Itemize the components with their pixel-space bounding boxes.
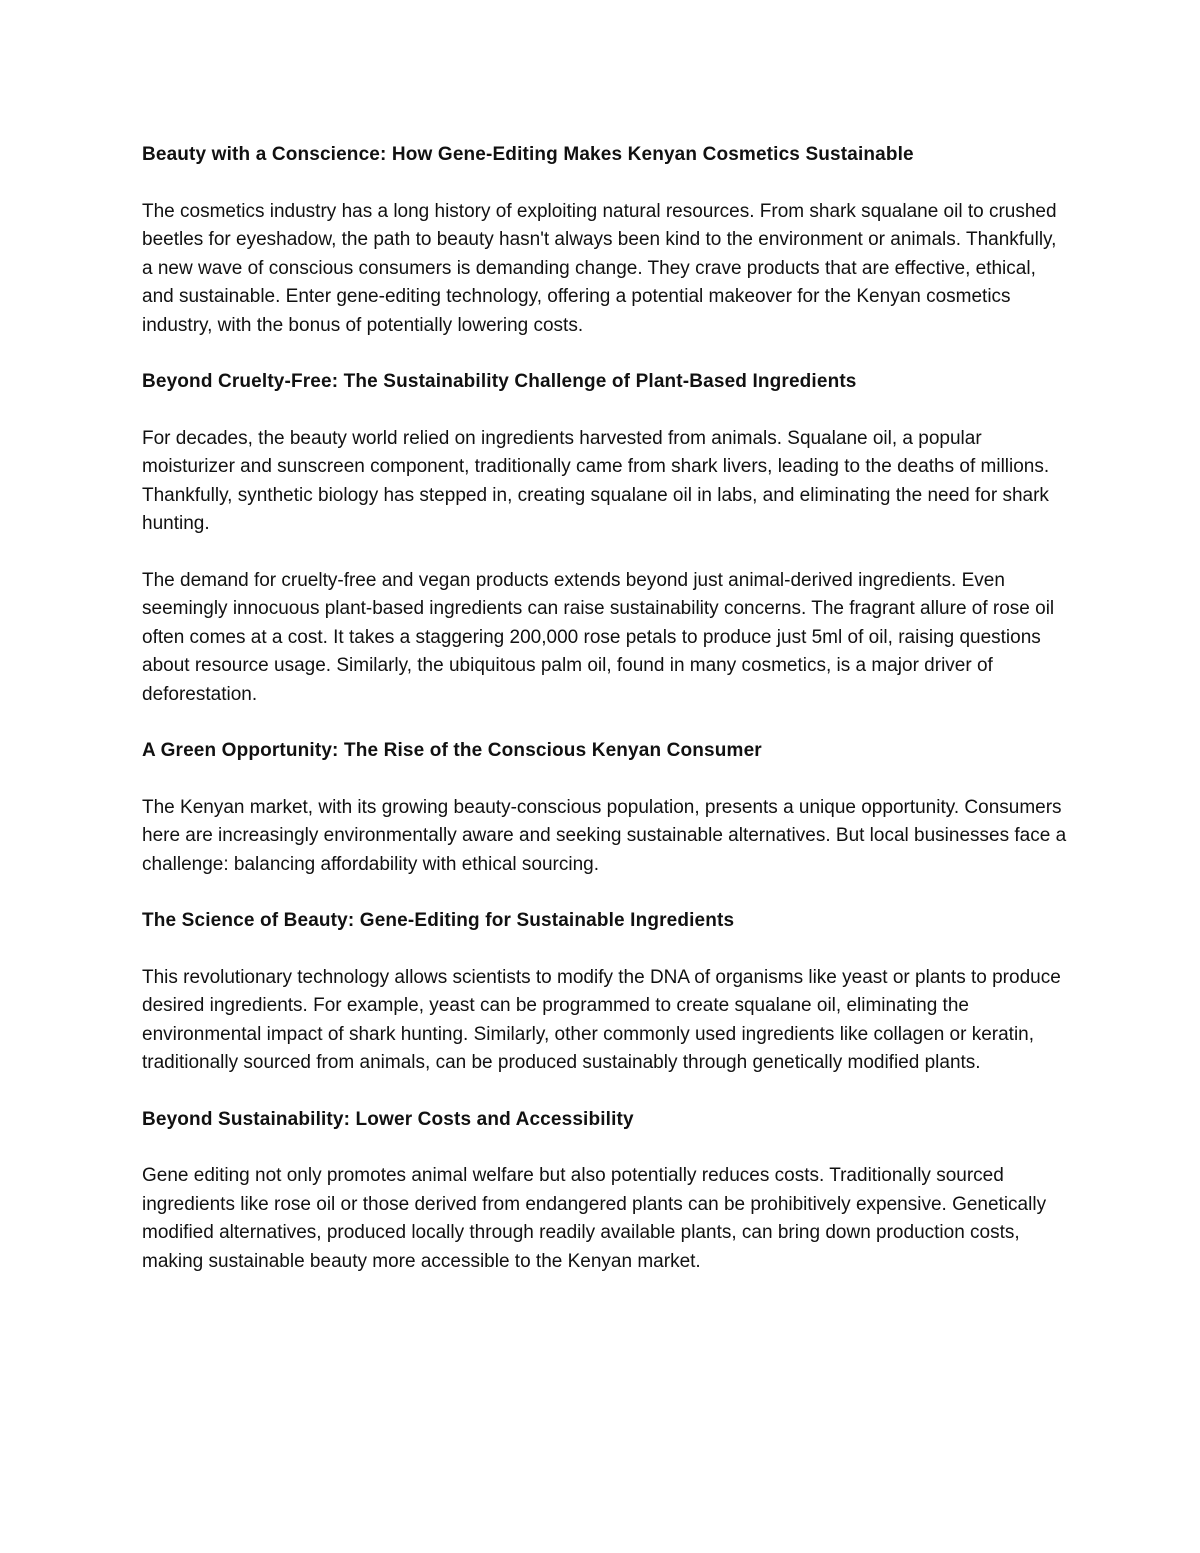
section-heading-cruelty-free: Beyond Cruelty-Free: The Sustainability Challenge of Plant-Based Ingredients (142, 371, 857, 392)
section-paragraph: The demand for cruelty-free and vegan products extends beyond just animal-derived ingredients. Even seemingly innocuous plant-based ingredients can raise sustainability concerns. The fragrant allure of rose oil often comes at a cost. It takes a staggering 200,000 rose petals to produce just 5ml of oil, raising questions about resource usage. Similarly, the ubiquitous palm oil, found in many cosmetics, is a major driver of deforestation. (142, 569, 1055, 705)
section-paragraph: For decades, the beauty world relied on ingredients harvested from animals. Squalane oil, a popular moisturizer and sunscreen component, traditionally came from shark livers, leading to the deaths of millions. Thankfully, synthetic biology has stepped in, creating squalane oil in labs, and eliminating the need for shark hunting. (142, 427, 1050, 534)
document-title: Beauty with a Conscience: How Gene-Editing Makes Kenyan Cosmetics Sustainable (142, 144, 914, 165)
section-paragraph: The Kenyan market, with its growing beauty-conscious population, presents a unique opportunity. Consumers here are increasingly environmentally aware and seeking sustainable alternatives. But local businesses face a challenge: balancing affordability with ethical sourcing. (142, 796, 1067, 875)
section-heading-beyond-sustainability: Beyond Sustainability: Lower Costs and Accessibility (142, 1108, 634, 1130)
section-heading-science-of-beauty: The Science of Beauty: Gene-Editing for Sustainable Ingredients (142, 910, 735, 931)
section-heading-green-opportunity: A Green Opportunity: The Rise of the Conscious Kenyan Consumer (142, 740, 762, 761)
document-body (142, 141, 1072, 1304)
section-paragraph: Gene editing not only promotes animal welfare but also potentially reduces costs. Traditionally sourced ingredients like rose oil or those derived from endangered plants can be prohibitively expensive. Genetically modified alternatives, produced locally through readily available plants, can bring down production costs, making sustainable beauty more accessible to the Kenyan market. (142, 1165, 1047, 1272)
intro-paragraph: The cosmetics industry has a long history of exploiting natural resources. From shark squalane oil to crushed beetles for eyeshadow, the path to beauty hasn't always been kind to the environment or animals. Thankfully, a new wave of conscious consumers is demanding change. They crave products that are effective, ethical, and sustainable. Enter gene-editing technology, offering a potential makeover for the Kenyan cosmetics industry, with the bonus of potentially lowering costs. (142, 200, 1057, 336)
section-paragraph: This revolutionary technology allows scientists to modify the DNA of organisms like yeast or plants to produce desired ingredients. For example, yeast can be programmed to create squalane oil, eliminating the environmental impact of shark hunting. Similarly, other commonly used ingredients like collagen or keratin, traditionally sourced from animals, can be produced sustainably through genetically modified plants. (142, 966, 1061, 1073)
